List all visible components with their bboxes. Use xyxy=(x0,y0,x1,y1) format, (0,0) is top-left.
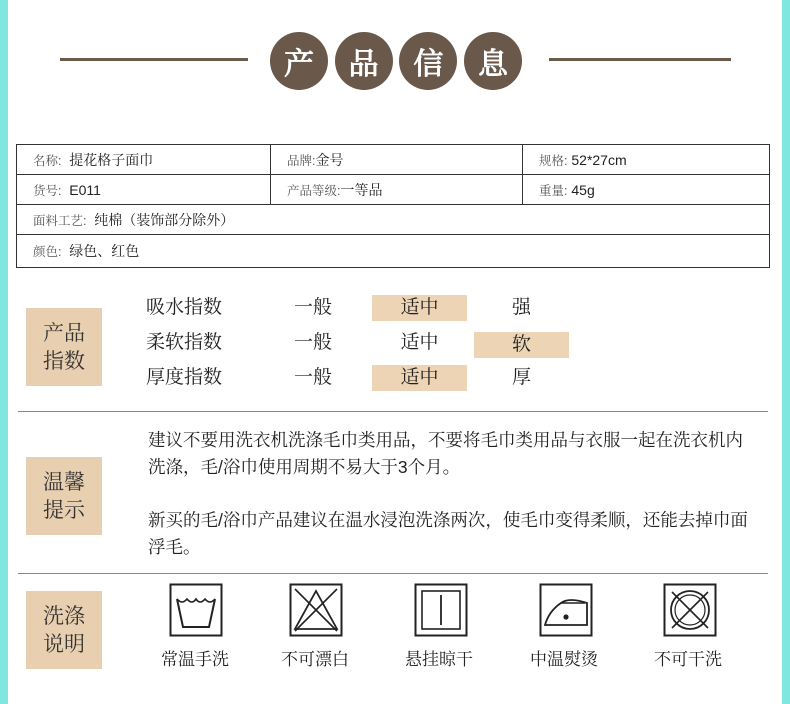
name-cell xyxy=(17,145,271,174)
fabric-cell xyxy=(17,205,769,234)
no-bleach-icon xyxy=(289,583,343,637)
index-level-selected: 适中 xyxy=(372,295,467,321)
index-level: 强 xyxy=(512,297,532,318)
index-level-selected: 适中 xyxy=(372,365,467,391)
divider xyxy=(18,573,768,574)
wash-label: 不可漂白 xyxy=(281,650,349,669)
tips-paragraph-2: 新买的毛/浴巾产品建议在温水浸泡洗涤两次，使毛巾变得柔顺，还能去掉巾面浮毛。 xyxy=(148,510,748,557)
tips-badge xyxy=(26,457,102,535)
badge-line: 洗涤 xyxy=(43,604,85,628)
medium-iron-icon xyxy=(539,583,593,637)
index-name: 厚度指数 xyxy=(146,367,223,388)
header-title xyxy=(270,32,522,90)
wash-item xyxy=(660,583,720,642)
tips-paragraph-1: 建议不要用洗衣机洗涤毛巾类用品，不要将毛巾类用品与衣服一起在洗衣机内洗涤，毛/浴巾使用周期不易大于3个月。 xyxy=(148,430,743,477)
weight-cell xyxy=(523,175,769,204)
badge-line: 温馨 xyxy=(43,470,85,494)
header-char-4: 息 xyxy=(464,32,522,90)
spec-label: 规格: xyxy=(539,153,568,168)
wash-item xyxy=(286,583,346,642)
index-level: 一般 xyxy=(294,367,333,388)
wash-label: 中温熨烫 xyxy=(530,650,598,669)
spec-cell xyxy=(523,145,769,174)
sku-value: E011 xyxy=(69,181,101,198)
product-info-page xyxy=(8,0,782,704)
header-line-right xyxy=(549,58,731,61)
badge-line: 提示 xyxy=(43,498,85,522)
index-level: 适中 xyxy=(400,332,439,353)
weight-label: 重量: xyxy=(539,183,568,198)
brand-value: 金号 xyxy=(315,151,344,168)
divider xyxy=(18,411,768,412)
color-cell xyxy=(17,235,769,267)
wash-item xyxy=(166,583,226,642)
index-level-selected: 软 xyxy=(474,332,569,358)
header-line-left xyxy=(60,58,248,61)
brand-cell xyxy=(271,145,523,174)
grade-value: 一等品 xyxy=(340,181,383,198)
index-level: 厚 xyxy=(512,367,532,388)
no-dry-clean-icon xyxy=(663,583,717,637)
info-row xyxy=(17,205,769,235)
index-level: 一般 xyxy=(294,297,333,318)
color-value: 绿色、红色 xyxy=(69,243,140,259)
wash-item xyxy=(411,583,471,642)
header-char-2: 品 xyxy=(335,32,393,90)
product-index-badge xyxy=(26,308,102,386)
index-level: 一般 xyxy=(294,332,333,353)
fabric-label: 面料工艺: xyxy=(33,213,87,228)
info-table xyxy=(16,144,770,268)
index-name: 吸水指数 xyxy=(146,297,223,318)
header-char-1: 产 xyxy=(270,32,328,90)
grade-label: 产品等级: xyxy=(287,183,341,198)
sku-cell xyxy=(17,175,271,204)
name-label: 名称: xyxy=(33,153,62,168)
color-label: 颜色: xyxy=(33,245,62,259)
hand-wash-icon xyxy=(169,583,223,637)
index-name: 柔软指数 xyxy=(146,332,223,353)
spec-value: 52*27cm xyxy=(571,151,627,168)
wash-label: 不可干洗 xyxy=(654,650,722,669)
badge-line: 指数 xyxy=(43,349,85,373)
name-value: 提花格子面巾 xyxy=(69,151,154,168)
weight-value: 45g xyxy=(571,181,595,198)
brand-label: 品牌: xyxy=(287,153,316,168)
info-row xyxy=(17,145,769,175)
wash-item xyxy=(536,583,596,642)
sku-label: 货号: xyxy=(33,183,62,198)
info-row xyxy=(17,235,769,267)
info-row xyxy=(17,175,769,205)
fabric-value: 纯棉（装饰部分除外） xyxy=(94,211,235,228)
badge-line: 产品 xyxy=(43,321,85,345)
hang-dry-icon xyxy=(414,583,468,637)
badge-line: 说明 xyxy=(43,632,85,656)
wash-badge xyxy=(26,591,102,669)
grade-cell xyxy=(271,175,523,204)
header-char-3: 信 xyxy=(399,32,457,90)
wash-label: 常温手洗 xyxy=(161,650,229,669)
wash-label: 悬挂晾干 xyxy=(405,650,473,669)
